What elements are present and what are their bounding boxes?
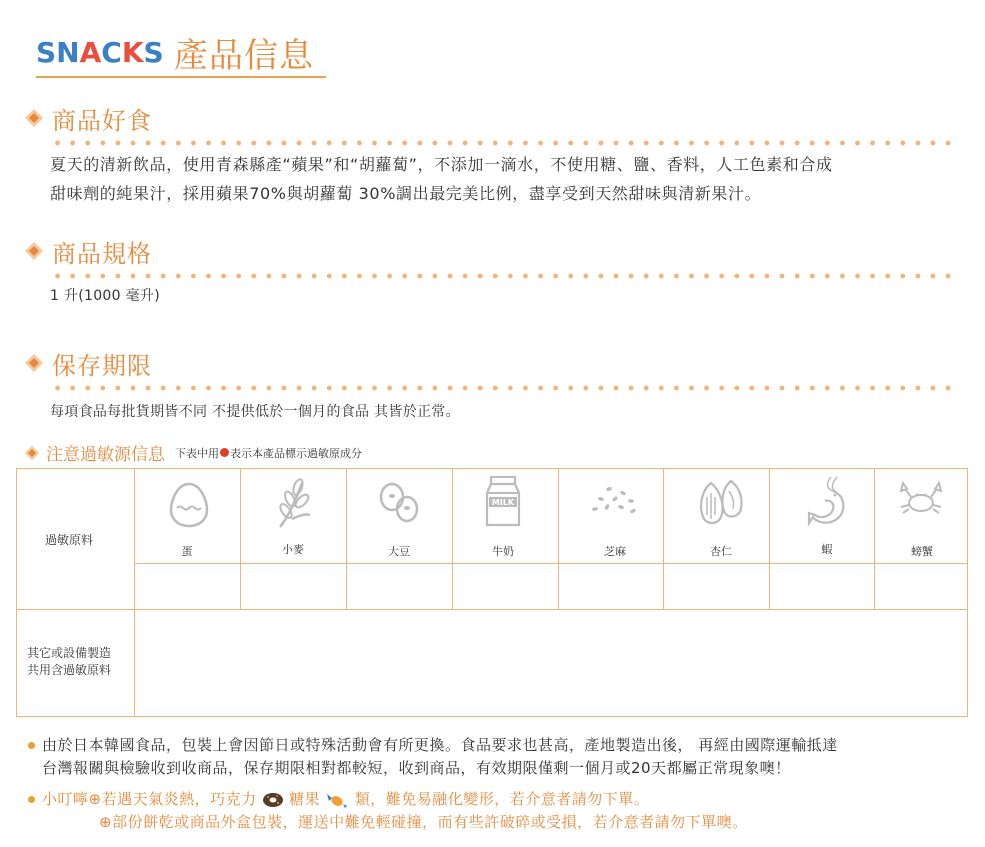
wheat-icon [272,475,316,531]
row-label-line: 其它或設備製造 [27,646,112,660]
logo-letter: A [79,36,102,69]
shrimp-icon [803,473,851,531]
row-label-shared [27,645,111,679]
dotted-divider [50,383,954,393]
diamond-bullet-icon [24,241,44,261]
note-import [28,734,973,780]
table-divider [452,469,453,609]
allergy-note [175,445,362,461]
section-good-food [24,101,954,208]
section-title: 保存期限 [52,351,152,380]
table-divider [240,469,241,609]
diamond-bullet-icon [24,108,44,128]
table-divider [663,469,664,609]
table-divider [17,609,967,610]
diamond-bullet-icon [24,445,40,461]
note-line: ⊕部份餅乾或商品外盒包裝，運送中難免輕碰撞，而有些許破碎或受損，若介意者請勿下單噢。 [99,813,748,831]
section-body: 每項食品每批貨期皆不同 不提供低於一個月的食品 其皆於正常。 [50,404,460,420]
table-divider [135,563,967,564]
section-shelf-life [24,346,954,425]
allergen-name: 螃蟹 [911,545,933,558]
note-line: 台灣報關與檢驗收到收商品，保存期限相對都較短，收到商品，有效期限僅剩一個月或20天都屬正常現象噢！ [42,759,791,777]
logo-letter: C [101,36,122,69]
crab-icon [897,479,945,519]
sesame-icon [587,483,643,519]
candy-icon [325,791,349,809]
allergen-name: 蝦 [821,543,833,556]
logo-letter: N [56,36,80,69]
diamond-bullet-icon [24,353,44,373]
red-marker-icon [220,448,229,457]
section-body [50,150,954,208]
section-title: 商品好食 [52,106,152,135]
allergen-name: 牛奶 [492,545,514,558]
table-divider [346,469,347,609]
egg-icon [167,481,211,529]
note-line [42,788,973,811]
note-line: 由於日本韓國食品，包裝上會因節日或特殊活動會有所更換。食品要求也甚高，產地製造出後， 再經由國際運輸抵達 [42,736,838,754]
chocolate-donut-icon [262,792,284,808]
dotted-divider [50,138,954,148]
allergy-header [24,440,362,465]
note-text: 類，難免易融化變形，若介意者請勿下單。 [354,790,650,808]
row-label-line: 共用含過敏原料 [27,663,112,677]
note-text: 糖果 [289,790,321,808]
section-spec [24,234,954,309]
allergy-note-prefix: 下表中用 [175,446,219,460]
table-divider [134,469,135,716]
dotted-divider [50,271,954,281]
allergen-name: 蛋 [181,545,193,558]
table-divider [558,469,559,609]
body-line: 夏天的清新飲品，使用青森縣產“蘋果”和“胡蘿蔔”，不添加一滴水，不使用糖、鹽、香料，人工色素和合成 [50,155,833,174]
allergen-name: 大豆 [388,545,410,558]
allergy-note-suffix: 表示本產品標示過敏原成分 [230,446,362,460]
allergen-name: 小麥 [282,543,304,556]
allergy-title: 注意過敏源信息 [46,445,165,465]
snacks-logo [36,36,164,69]
soybean-icon [374,479,424,527]
allergen-name: 杏仁 [710,545,732,558]
almond-icon [695,477,747,529]
logo-letter: S [36,36,57,69]
allergen-name: 芝麻 [604,545,626,558]
logo-letter: K [121,36,144,69]
section-body: 1 升(1000 毫升) [50,288,160,304]
logo-letter: S [143,36,164,69]
bullet-dot-icon [28,742,35,749]
page-header [36,30,326,78]
section-title: 商品規格 [52,239,152,268]
page-title: 產品信息 [174,36,314,76]
milk-label: MILK [491,498,515,507]
note-text: 小叮嚀⊕若遇天氣炎熱，巧克力 [42,790,257,808]
table-divider [769,469,770,609]
allergy-table [16,468,968,717]
notes-section [28,734,973,834]
row-label-allergens: 過敏原料 [45,533,94,547]
table-divider [874,469,875,609]
bullet-dot-icon [28,796,35,803]
note-reminder [28,788,973,834]
body-line: 甜味劑的純果汁，採用蘋果70%與胡蘿蔔 30%調出最完美比例，盡享受到天然甜味與清新果汁。 [50,184,762,203]
